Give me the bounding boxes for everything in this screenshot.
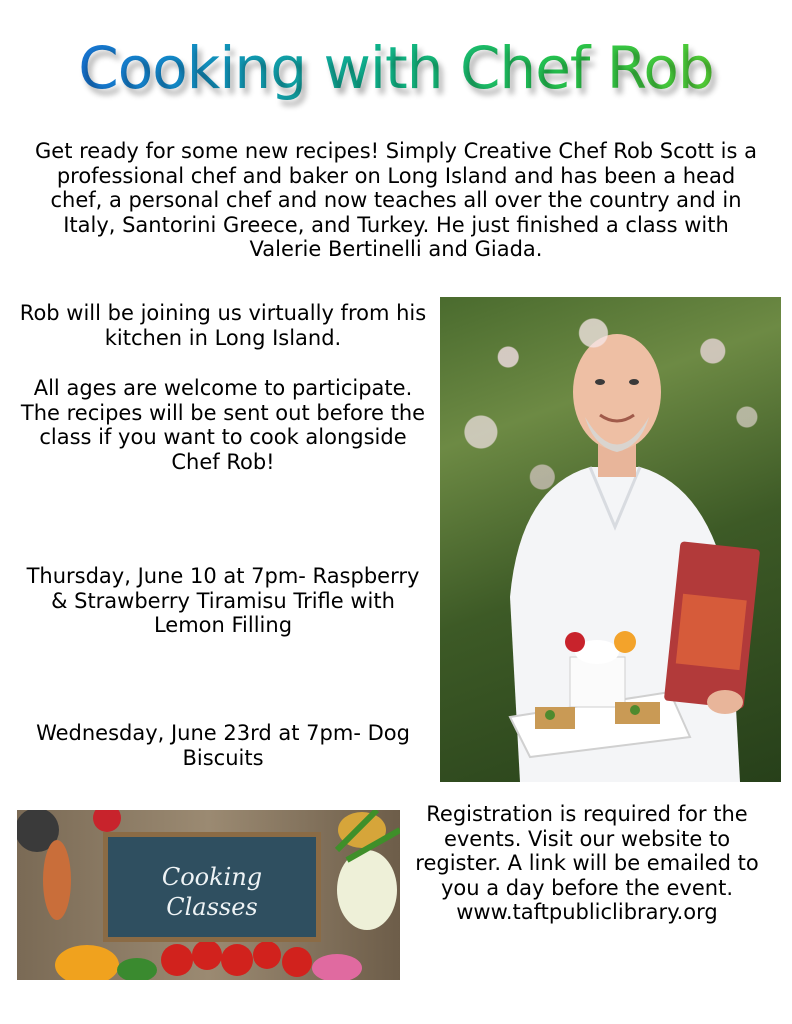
virtual-note: Rob will be joining us virtually from his kitchen in Long Island.: [19, 301, 427, 350]
cooking-classes-image: [17, 810, 400, 980]
chef-rob-photo: [440, 297, 781, 782]
intro-paragraph: Get ready for some new recipes! Simply Creative Chef Rob Scott is a professional chef and baker on Long Island and has been a head chef, a personal chef and now teaches all over the country and in Italy, Santorini Greece, and Turkey. He just finished a class with Valerie Bertinelli and Giada.: [35, 139, 757, 261]
blossom-background: [440, 297, 781, 597]
chalkboard: [103, 832, 321, 942]
page-title: Cooking with Chef Rob: [0, 28, 792, 108]
chalkboard-line-2: Classes: [166, 893, 258, 921]
event-june-10: Thursday, June 10 at 7pm- Raspberry & Strawberry Tiramisu Trifle with Lemon Filling: [26, 564, 420, 637]
event-june-23: Wednesday, June 23rd at 7pm- Dog Biscuits: [36, 721, 410, 770]
registration-text: Registration is required for the events. Visit our website to register. A link will be emailed to you a day before the event.: [415, 802, 759, 900]
ages-note: All ages are welcome to participate. The recipes will be sent out before the class if you want to cook alongside Chef Rob!: [20, 376, 426, 474]
registration-info: [408, 802, 766, 925]
chalkboard-line-1: Cooking: [161, 863, 263, 891]
library-website-link[interactable]: www.taftpubliclibrary.org: [456, 900, 718, 924]
